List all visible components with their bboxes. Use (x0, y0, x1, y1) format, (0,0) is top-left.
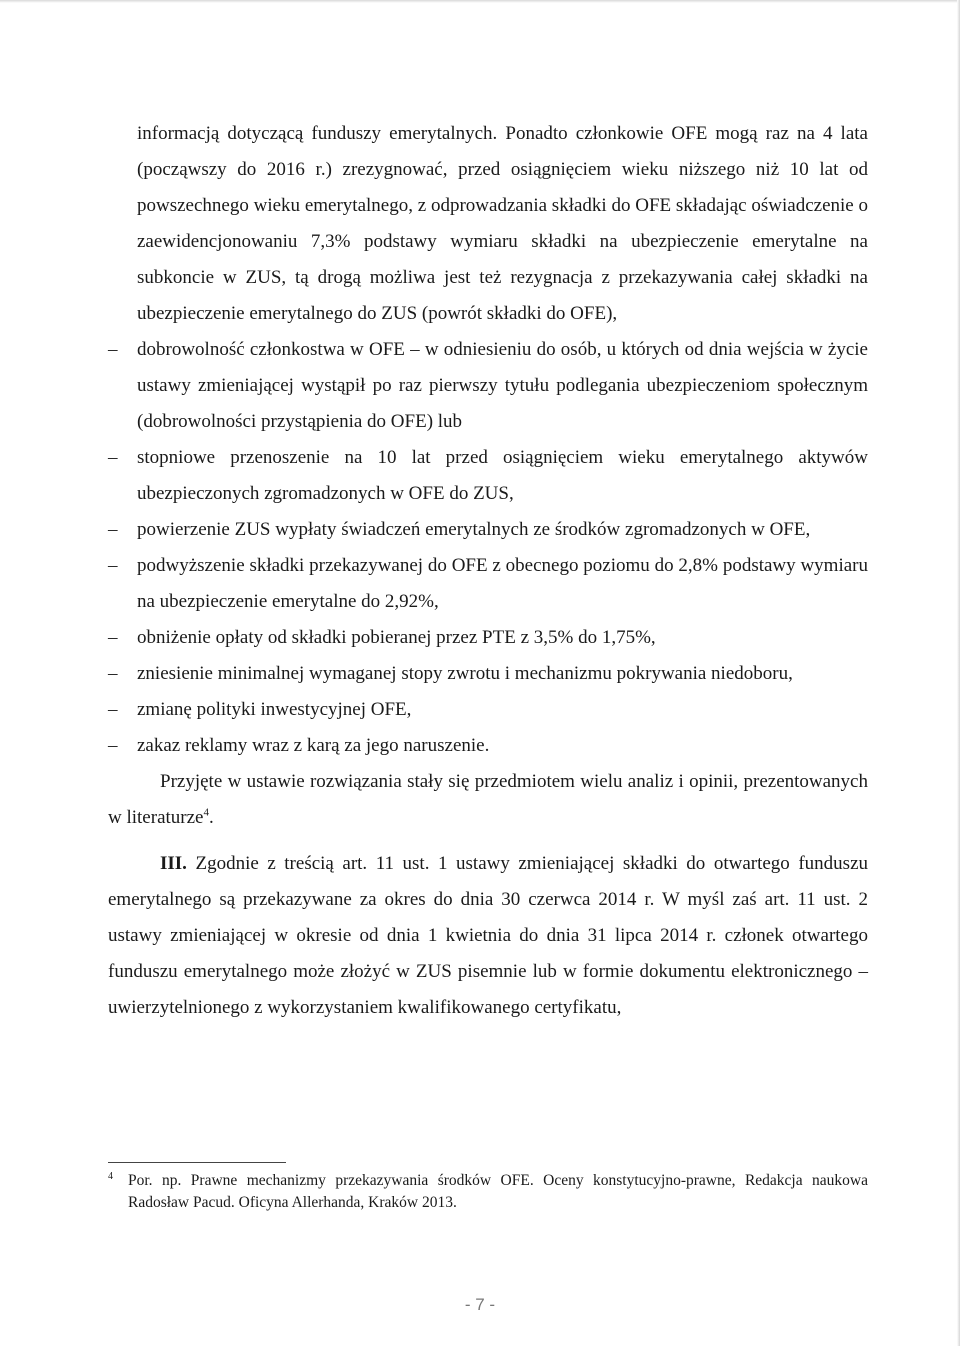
list-item-text: obniżenie opłaty od składki pobieranej przez PTE z 3,5% do 1,75%, (137, 627, 656, 648)
list-item-text: stopniowe przenoszenie na 10 lat przed osiągnięciem wieku emerytalnego aktywów ubezpieczonych zgromadzonych w OFE do ZUS, (137, 447, 868, 504)
list-item-text: zakaz reklamy wraz z karą za jego naruszenie. (137, 735, 490, 756)
footnote-separator (108, 1162, 286, 1163)
list-item (108, 620, 868, 656)
dash-marker: – (108, 555, 118, 576)
dash-marker: – (108, 663, 118, 684)
page-number: - 7 - (464, 1295, 496, 1314)
dash-marker: – (108, 627, 118, 648)
summary-paragraph (108, 764, 868, 836)
document-body (108, 116, 868, 1026)
list-item-text: powierzenie ZUS wypłaty świadczeń emerytalnych ze środków zgromadzonych w OFE, (137, 519, 811, 540)
section-iii-paragraph (108, 846, 868, 1026)
section-iii-text: Zgodnie z treścią art. 11 ust. 1 ustawy zmieniającej składki do otwartego funduszu emerytalnego są przekazywane za okres do dnia 30 czerwca 2014 r. W myśl zaś art. 11 ust. 2 ustawy zmieniającej w okresie od dnia 1 kwietnia do dnia 31 lipca 2014 r. członek otwartego funduszu emerytalnego może złożyć w ZUS pisemnie lub w formie dokumentu elektronicznego – uwierzytelnionego z wykorzystaniem kwalifikowanego certyfikatu, (108, 853, 868, 1018)
summary-tail: . (208, 807, 214, 828)
dash-marker: – (108, 447, 118, 468)
list-item-text: podwyższenie składki przekazywanej do OFE z obecnego poziomu do 2,8% podstawy wymiaru na ubezpieczenie emerytalne do 2,92%, (137, 555, 868, 612)
dash-marker: – (108, 339, 118, 360)
list-item (108, 656, 868, 692)
list-item-text: dobrowolność członkostwa w OFE – w odniesieniu do osób, u których od dnia wejścia w życie ustawy zmieniającej wystąpił po raz pierwszy tytułu podlegania ubezpieczeniom społecznym (dobrowolności przystąpienia do OFE) lub (137, 339, 868, 432)
summary-text: Przyjęte w ustawie rozwiązania stały się przedmiotem wielu analiz i opinii, prezentowanych w literaturze (108, 771, 868, 828)
list-item (108, 512, 868, 548)
list-item (108, 332, 868, 440)
dash-marker: – (108, 519, 118, 540)
list-item (108, 548, 868, 620)
dash-marker: – (108, 699, 118, 720)
scan-top-edge (0, 0, 960, 3)
footnote-number: 4 (108, 1171, 113, 1182)
list-item (108, 728, 868, 764)
list-item-text: zniesienie minimalnej wymaganej stopy zwrotu i mechanizmu pokrywania niedoboru, (137, 663, 793, 684)
footnote-reference[interactable]: 4 (203, 806, 209, 819)
footnote (108, 1170, 868, 1214)
footnote-text: Por. np. Prawne mechanizmy przekazywania środków OFE. Oceny konstytucyjno-prawne, Redakcja naukowa Radosław Pacud. Oficyna Allerhanda, Kraków 2013. (128, 1172, 868, 1211)
list-item (108, 440, 868, 512)
list-item (108, 692, 868, 728)
dash-marker: – (108, 735, 118, 756)
section-number: III. (160, 853, 187, 874)
changes-list (108, 332, 868, 764)
intro-paragraph: informacją dotyczącą funduszy emerytalnych. Ponadto członkowie OFE mogą raz na 4 lata (począwszy do 2016 r.) zrezygnować, przed osiągnięciem wieku niższego niż 10 lat od powszechnego wieku emerytalnego, z odprowadzania składki do OFE składając oświadczenie o zaewidencjonowaniu 7,3% podstawy wymiaru składki na ubezpieczenie emerytalne na subkoncie w ZUS, tą drogą możliwa jest też rezygnacja z przekazywania całej składki na ubezpieczenie emerytalnego do ZUS (powrót składki do OFE), (137, 123, 868, 324)
list-item-text: zmianę polityki inwestycyjnej OFE, (137, 699, 412, 720)
